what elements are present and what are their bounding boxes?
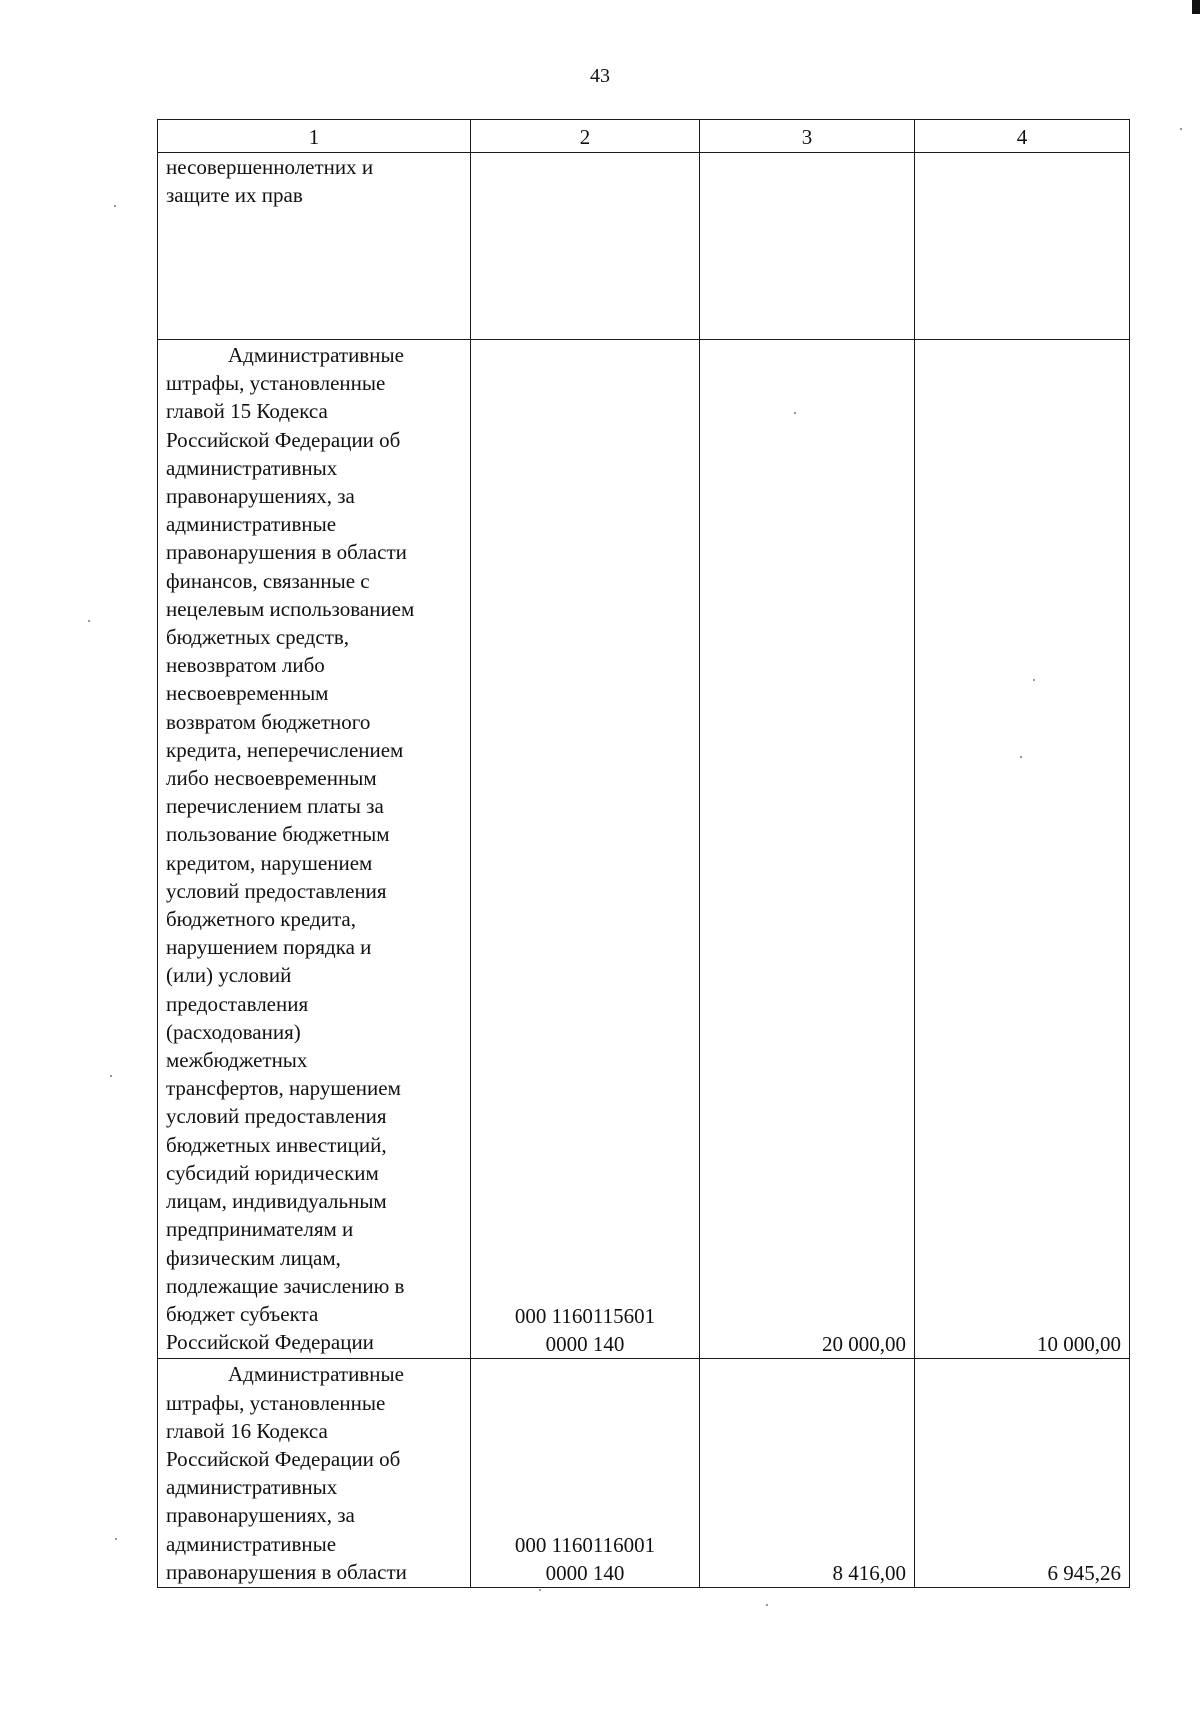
column-header-2: 2 [471,120,700,153]
scan-speck [88,620,90,622]
column-header-3: 3 [700,120,915,153]
table-row [158,153,1130,340]
row-value-4 [915,153,1130,340]
row-code-line1: 000 1160116001 [514,1532,656,1557]
row-code-line2: 0000 140 [545,1332,625,1357]
scan-speck [1180,128,1182,130]
scan-edge-mark [1192,0,1200,14]
table-header-row [158,120,1130,153]
row-description-cell [158,153,471,340]
row-description: несовершеннолетних и защите их прав [166,155,374,208]
scan-speck [539,1589,541,1591]
scan-speck [1033,679,1035,681]
row-code-cell [471,153,700,340]
scan-speck [110,1075,112,1077]
row-code-cell [471,1359,700,1588]
revenue-table [157,119,1130,1588]
scan-speck [794,412,796,414]
row-description-cell [158,340,471,1359]
row-description: Административные штрафы, установленные главой 16 Кодекса Российской Федерации об административных правонарушениях, за административные правонарушения в области [166,1362,407,1584]
scan-speck [115,1538,117,1540]
table-row [158,1359,1130,1588]
column-header-4: 4 [915,120,1130,153]
column-header-1: 1 [158,120,471,153]
scan-speck [766,1604,768,1606]
row-value-3 [700,153,915,340]
row-value-4: 10 000,00 [915,340,1130,1359]
row-value-4: 6 945,26 [915,1359,1130,1588]
row-code-line1: 000 1160115601 [514,1303,656,1328]
row-description: Административные штрафы, установленные главой 15 Кодекса Российской Федерации об административных правонарушениях, за административные правонарушения в области финансов, связанные с нецелевым использованием бюджетных средств, невозвратом либо несвоевременным возвратом бюджетного кредита, неперечислением либо несвоевременным перечислением платы за пользование бюджетным кредитом, нарушением условий предоставления бюджетного кредита, нарушением порядка и (или) условий предоставления (расходования) межбюджетных трансфертов, нарушением условий предоставления бюджетных инвестиций, субсидий юридическим лицам, индивидуальным предпринимателям и физическим лицам, подлежащие зачислению в бюджет субъекта Российской Федерации [166,343,415,1355]
row-description-cell [158,1359,471,1588]
table-row [158,340,1130,1359]
row-value-3: 8 416,00 [700,1359,915,1588]
scan-speck [1020,756,1022,758]
scan-speck [114,205,116,207]
row-code-cell [471,340,700,1359]
page-number: 43 [590,65,610,87]
row-value-3: 20 000,00 [700,340,915,1359]
row-code-line2: 0000 140 [545,1560,625,1585]
